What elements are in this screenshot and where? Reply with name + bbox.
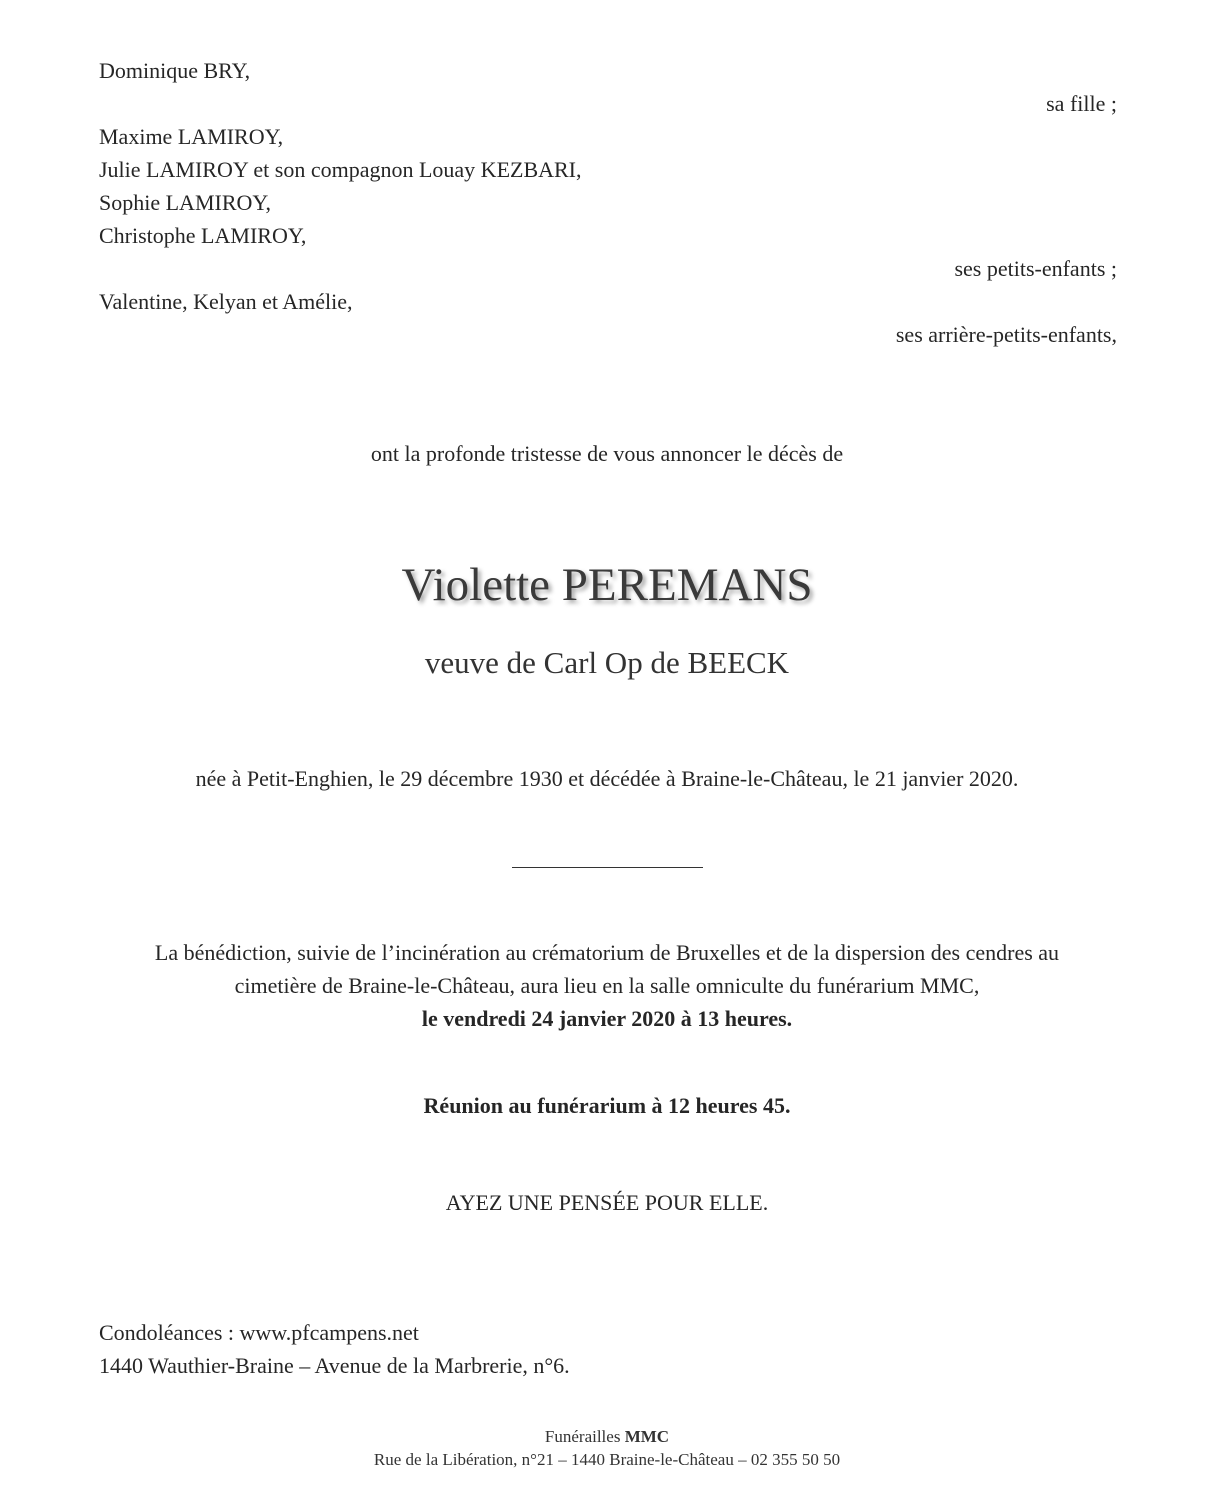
footer-company bbox=[0, 1426, 1214, 1448]
grandchild-1: Maxime LAMIROY, bbox=[99, 124, 284, 149]
meeting-time: Réunion au funérarium à 12 heures 45. bbox=[423, 1093, 791, 1118]
deceased-spouse: veuve de Carl Op de BEECK bbox=[424, 645, 790, 680]
great-grandchildren: Valentine, Kelyan et Amélie, bbox=[99, 289, 353, 314]
daughter-role: sa fille ; bbox=[1046, 91, 1117, 116]
great-grandchildren-role: ses arrière-petits-enfants, bbox=[895, 322, 1117, 347]
deceased-name: Violette PEREMANS bbox=[401, 559, 813, 611]
ceremony-line-1: La bénédiction, suivie de l’incinération au crématorium de Bruxelles et de la dispersion des cendres au bbox=[154, 940, 1060, 965]
birth-death-dates: née à Petit-Enghien, le 29 décembre 1930 et décédée à Braine-le-Château, le 21 janvier 2020. bbox=[195, 766, 1019, 791]
condolences-website: Condoléances : www.pfcampens.net bbox=[99, 1320, 419, 1345]
grandchild-4: Christophe LAMIROY, bbox=[99, 223, 307, 248]
closing-text: AYEZ UNE PENSÉE POUR ELLE. bbox=[445, 1190, 769, 1215]
footer-company-prefix: Funérailles bbox=[544, 1427, 621, 1446]
divider-line bbox=[512, 867, 703, 868]
condolences-address: 1440 Wauthier-Braine – Avenue de la Marbrerie, n°6. bbox=[99, 1353, 570, 1378]
grandchild-2: Julie LAMIROY et son compagnon Louay KEZBARI, bbox=[99, 157, 582, 182]
announcement-text: ont la profonde tristesse de vous annoncer le décès de bbox=[370, 441, 844, 466]
grandchildren-role: ses petits-enfants ; bbox=[954, 256, 1117, 281]
footer-company-name: MMC bbox=[624, 1427, 670, 1446]
daughter-name: Dominique BRY, bbox=[99, 58, 251, 83]
footer-address: Rue de la Libération, n°21 – 1440 Braine-le-Château – 02 355 50 50 bbox=[373, 1450, 841, 1469]
grandchild-3: Sophie LAMIROY, bbox=[99, 190, 271, 215]
ceremony-datetime: le vendredi 24 janvier 2020 à 13 heures. bbox=[421, 1006, 793, 1031]
ceremony-line-2: cimetière de Braine-le-Château, aura lieu en la salle omniculte du funérarium MMC, bbox=[234, 973, 980, 998]
